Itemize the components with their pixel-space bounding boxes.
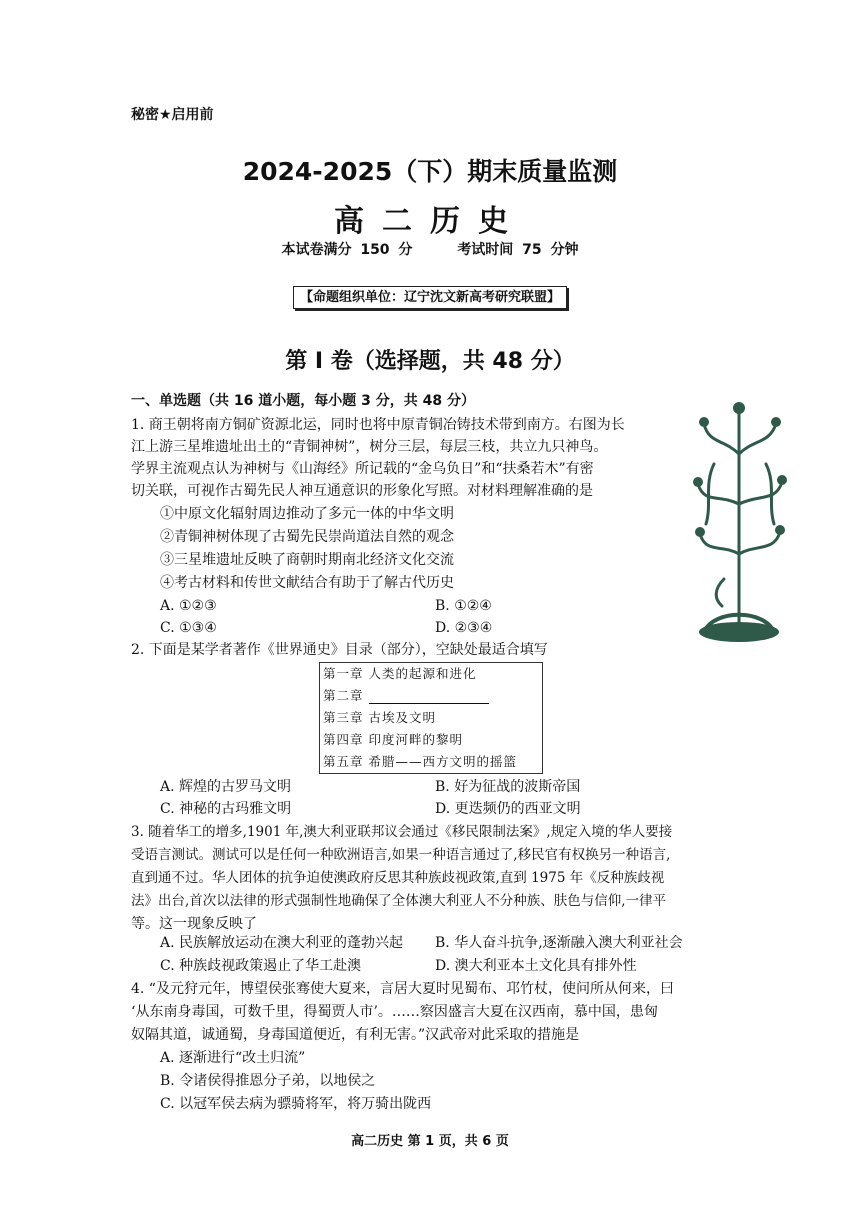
q3-line-5: 等。这一现象反映了: [131, 916, 257, 932]
score-info: 本试卷满分 150 分: [281, 242, 413, 258]
part-title: 第 I 卷（选择题，共 48 分）: [285, 349, 575, 374]
organizer-box: [0, 286, 860, 305]
time-info: 考试时间 75 分钟: [457, 242, 579, 258]
q1-statement-1: ①中原文化辐射周边推动了多元一体的中华文明: [160, 506, 454, 522]
q3-line-2: 受语言测试。测试可以是任何一种欧洲语言,如果一种语言通过了,移民官有权换另一种语言,: [131, 847, 671, 863]
q3-line-3: 直到通不过。华人团体的抗争迫使澳政府反思其种族歧视政策,直到 1975 年《反种族歧视: [131, 870, 665, 886]
q4-line-2: ‘从东南身毒国，可数千里，得蜀贾人市’。……察因盛言大夏在汉西南，慕中国，患匈: [131, 1004, 658, 1020]
page-footer: 高二历史 第 1 页，共 6 页: [351, 1134, 509, 1149]
q4-line-3: 奴隔其道，诚通蜀，身毒国道便近，有利无害。”汉武帝对此采取的措施是: [131, 1027, 580, 1043]
section-title: 一、单选题（共 16 道小题，每小题 3 分，共 48 分）: [131, 393, 475, 409]
q2-option-c: C. 神秘的古玛雅文明: [160, 801, 292, 817]
q3-option-b: B. 华人奋斗抗争,逐渐融入澳大利亚社会: [435, 935, 683, 951]
toc-row-1: 第一章 人类的起源和进化: [323, 666, 477, 681]
q1-line-1: 1. 商王朝将南方铜矿资源北运，同时也将中原青铜冶铸技术带到南方。右图为长: [131, 417, 625, 433]
toc-row-5: 第五章 希腊——西方文明的摇篮: [323, 754, 517, 769]
q1-line-3: 学界主流观点认为神树与《山海经》所记载的“金乌负日”和“扶桑若木”有密: [131, 461, 594, 477]
q3-option-d: D. 澳大利亚本土文化具有排外性: [435, 958, 637, 974]
toc-row-2-label: 第二章: [323, 688, 364, 703]
q2-stem: 2. 下面是某学者著作《世界通史》目录（部分），空缺处最适合填写: [131, 642, 548, 658]
q4-line-1: 4. “及元狩元年，博望侯张骞使大夏来，言居大夏时见蜀布、邛竹杖，使问所从何来，曰: [131, 981, 674, 997]
toc-row-2: [320, 685, 542, 707]
q1-line-2: 江上游三星堆遗址出土的“青铜神树”，树分三层，每层三枝，共立九只神鸟。: [131, 439, 608, 455]
toc-row-3: 第三章 古埃及文明: [323, 710, 436, 725]
q2-option-a: A. 辉煌的古罗马文明: [160, 779, 292, 795]
toc-blank: [369, 689, 489, 704]
q1-option-c: C. ①③④: [160, 620, 217, 636]
q1-statement-3: ③三星堆遗址反映了商朝时期南北经济文化交流: [160, 552, 454, 568]
q3-option-c: C. 种族歧视政策遏止了华工赴澳: [160, 958, 362, 974]
q1-option-d: D. ②③④: [435, 620, 493, 636]
q4-option-b: B. 令诸侯得推恩分子弟，以地侯之: [160, 1073, 376, 1089]
q1-statement-4: ④考古材料和传世文献结合有助于了解古代历史: [160, 575, 454, 591]
toc-box: [319, 662, 543, 774]
q4-option-c: C. 以冠军侯去病为骠骑将军，将万骑出陇西: [160, 1096, 432, 1112]
q3-line-1: 3. 随着华工的增多,1901 年,澳大利亚联邦议会通过《移民限制法案》,规定入境的华人要接: [131, 824, 673, 840]
secret-label: 秘密★启用前: [131, 107, 214, 123]
q1-option-b: B. ①②④: [435, 598, 492, 614]
bronze-tree-icon: [684, 394, 794, 644]
q1-statement-2: ②青铜神树体现了古蜀先民崇尚道法自然的观念: [160, 529, 454, 545]
q1-line-4: 切关联，可视作古蜀先民人神互通意识的形象化写照。对材料理解准确的是: [131, 483, 593, 499]
q2-option-b: B. 好为征战的波斯帝国: [435, 779, 581, 795]
q3-line-4: 法》出台,首次以法律的形式强制性地确保了全体澳大利亚人不分种族、肤色与信仰,一律平: [131, 893, 667, 909]
toc-row-4: 第四章 印度河畔的黎明: [323, 732, 463, 747]
exam-title: 2024-2025（下）期末质量监测: [242, 157, 618, 186]
subject-title: 高二历史: [334, 204, 526, 239]
q4-option-a: A. 逐渐进行“改土归流”: [160, 1050, 306, 1066]
exam-info: [0, 239, 860, 259]
q1-option-a: A. ①②③: [160, 598, 217, 614]
q3-option-a: A. 民族解放运动在澳大利亚的蓬勃兴起: [160, 935, 404, 951]
q2-option-d: D. 更迭频仍的西亚文明: [435, 801, 581, 817]
organizer-text: 【命题组织单位：辽宁沈文新高考研究联盟】: [293, 286, 567, 309]
